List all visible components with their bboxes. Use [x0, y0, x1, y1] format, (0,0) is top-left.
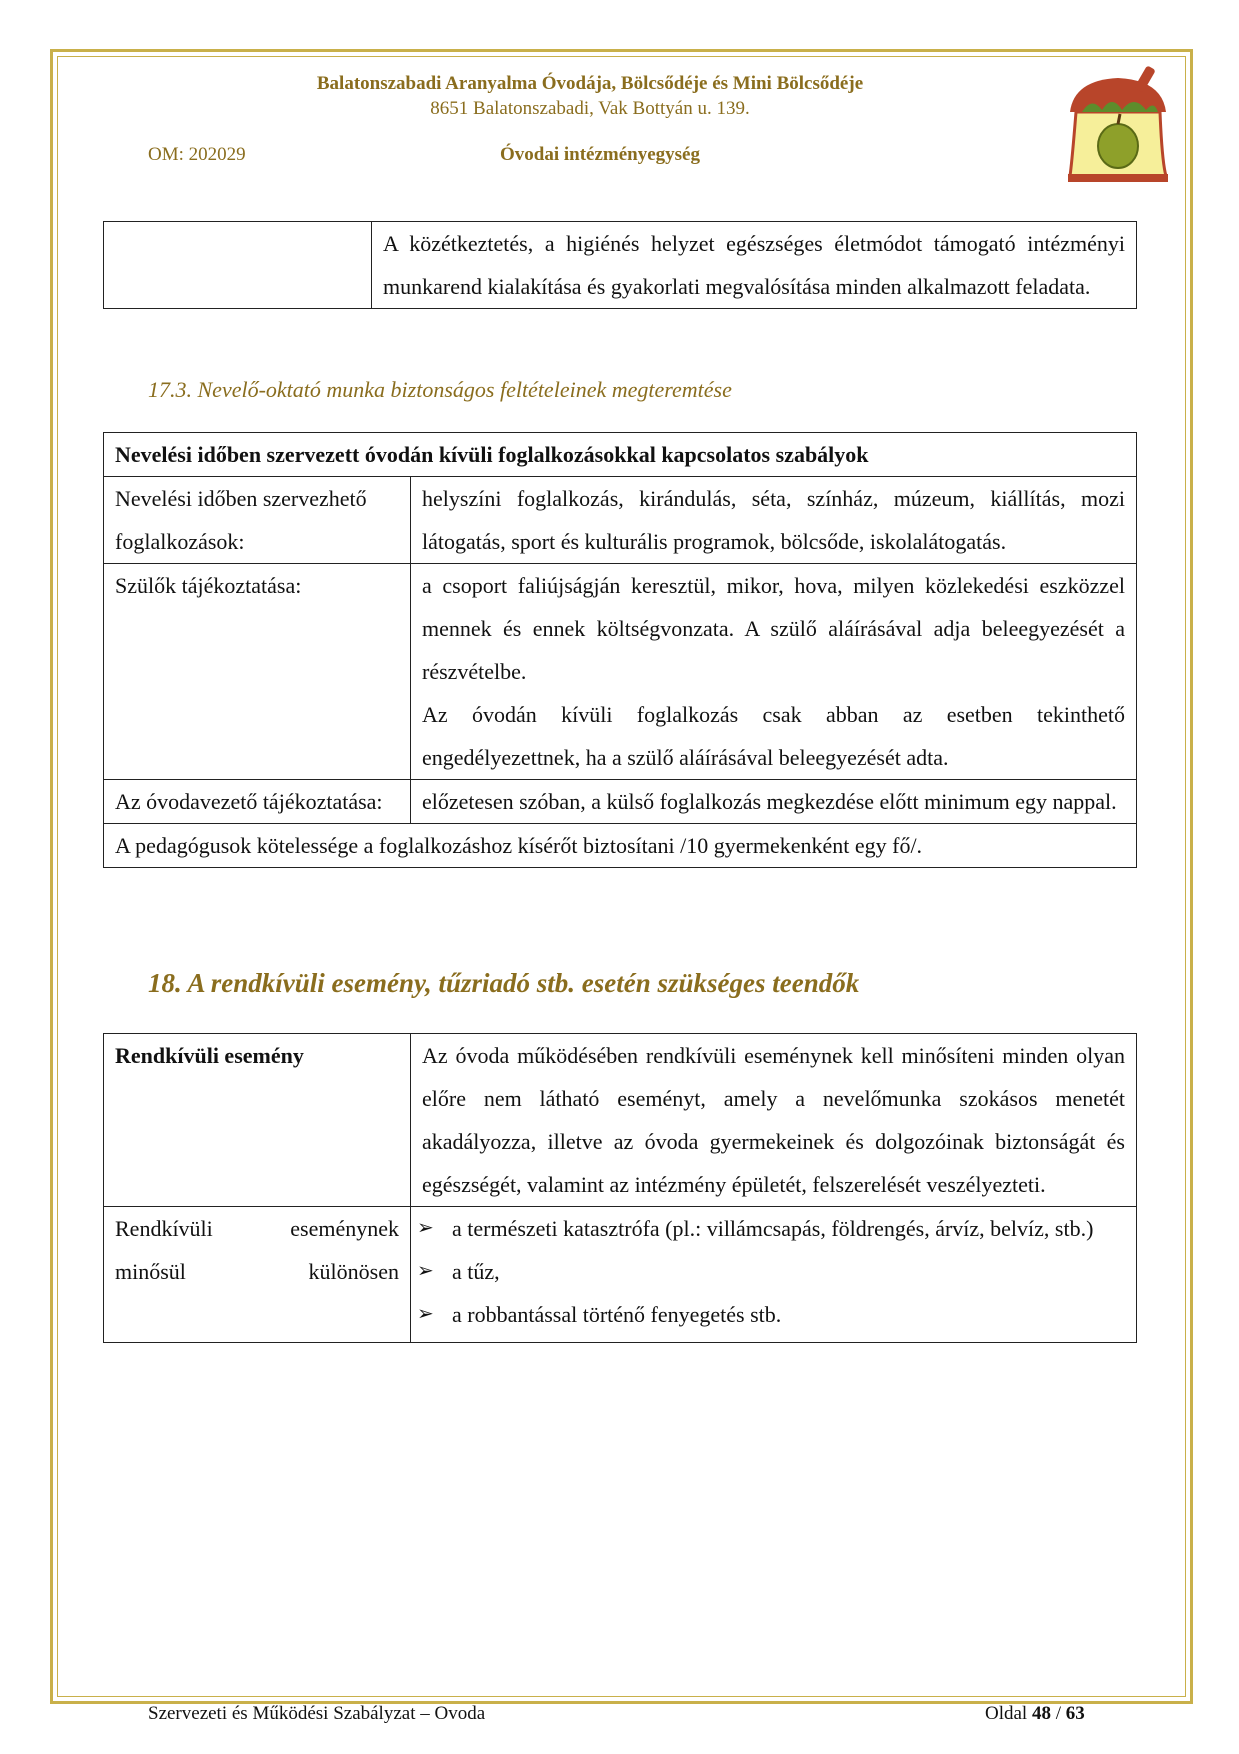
- row-label: Nevelési időben szervezhető foglalkozások:: [104, 477, 411, 564]
- page-current: 48: [1031, 1703, 1051, 1724]
- om-number: OM: 202029: [148, 144, 246, 165]
- list-item-text: a tűz,: [452, 1259, 500, 1284]
- table-row: [104, 1034, 1137, 1207]
- list-item: [417, 1207, 1125, 1250]
- unit-name: Óvodai intézményegység: [499, 144, 700, 165]
- row-label: Szülők tájékoztatása:: [104, 564, 411, 780]
- rules-table-heading: Nevelési időben szervezett óvodán kívüli foglalkozásokkal kapcsolatos szabályok: [104, 433, 1137, 477]
- table-row: [104, 564, 1137, 780]
- arrow-bullet-icon: ➢: [417, 1303, 434, 1325]
- list-item: [417, 1250, 1125, 1293]
- institution-address: 8651 Balatonszabadi, Vak Bottyán u. 139.: [430, 98, 750, 119]
- bullet-list: [411, 1207, 1137, 1343]
- arrow-bullet-icon: ➢: [417, 1217, 434, 1239]
- rules-table: [103, 432, 1137, 868]
- top-table: [103, 221, 1137, 309]
- section-18-heading: 18. A rendkívüli esemény, tűzriadó stb. esetén szükséges teendők: [148, 968, 860, 998]
- row-label: Rendkívüli esemény: [104, 1034, 411, 1207]
- event-table: [103, 1033, 1137, 1343]
- apple-bell-logo-icon: [1062, 66, 1174, 186]
- table-row: [104, 824, 1137, 868]
- list-item: [417, 1293, 1125, 1336]
- row-text: Az óvoda működésében rendkívüli eseménynek kell minősíteni minden olyan előre nem látható eseményt, amely a nevelőmunka szokásos menetét akadályozza, illetve az óvoda gyermekeinek és dolgozóinak biztonságát és egészségét, valamint az intézmény épületét, felszerelését veszélyezteti.: [411, 1034, 1137, 1207]
- row-text-group: [411, 564, 1137, 780]
- table-row: [104, 222, 1137, 309]
- footer-title: Szervezeti és Működési Szabályzat – Ovoda: [148, 1703, 486, 1724]
- row-label-text: Rendkívüli eseménynek minősül különösen: [115, 1216, 399, 1284]
- rules-table-footer: A pedagógusok kötelessége a foglalkozáshoz kísérőt biztosítani /10 gyermekenként egy fő/.: [104, 824, 1137, 868]
- row-label: Az óvodavezető tájékoztatása:: [104, 780, 411, 824]
- institution-name: Balatonszabadi Aranyalma Óvodája, Bölcsődéje és Mini Bölcsődéje: [316, 73, 864, 94]
- row-label: [104, 1207, 411, 1343]
- table-row: [104, 433, 1137, 477]
- row-text-2: Az óvodán kívüli foglalkozás csak abban az esetben tekinthető engedélyezettnek, ha a szülő aláírásával beleegyezését adta.: [422, 702, 1125, 770]
- table-row: [104, 1207, 1137, 1343]
- list-item-text: a robbantással történő fenyegetés stb.: [452, 1302, 782, 1327]
- page-total: 63: [1065, 1703, 1085, 1724]
- row-text: helyszíni foglalkozás, kirándulás, séta, színház, múzeum, kiállítás, mozi látogatás, sport és kulturális programok, bölcsőde, iskolalátogatás.: [411, 477, 1137, 564]
- list-item-text: a természeti katasztrófa (pl.: villámcsapás, földrengés, árvíz, belvíz, stb.): [452, 1216, 1094, 1241]
- page-number: [985, 1703, 1085, 1725]
- page-prefix: Oldal: [985, 1703, 1032, 1724]
- section-17-3-heading: 17.3. Nevelő-oktató munka biztonságos feltételeinek megteremtése: [148, 377, 732, 402]
- table-row: [104, 477, 1137, 564]
- row-text: előzetesen szóban, a külső foglalkozás megkezdése előtt minimum egy nappal.: [411, 780, 1137, 824]
- top-table-text: A közétkeztetés, a higiénés helyzet egészséges életmódot támogató intézményi munkarend kialakítása és gyakorlati megvalósítása minden alkalmazott feladata.: [372, 222, 1137, 309]
- row-text: a csoport faliújságján keresztül, mikor, hova, milyen közlekedési eszközzel mennek és ennek költségvonzata. A szülő aláírásával adja beleegyezését a részvételbe.: [422, 573, 1125, 684]
- top-table-left-cell: [104, 222, 372, 309]
- table-row: [104, 780, 1137, 824]
- page-sep: /: [1050, 1703, 1066, 1724]
- arrow-bullet-icon: ➢: [417, 1260, 434, 1282]
